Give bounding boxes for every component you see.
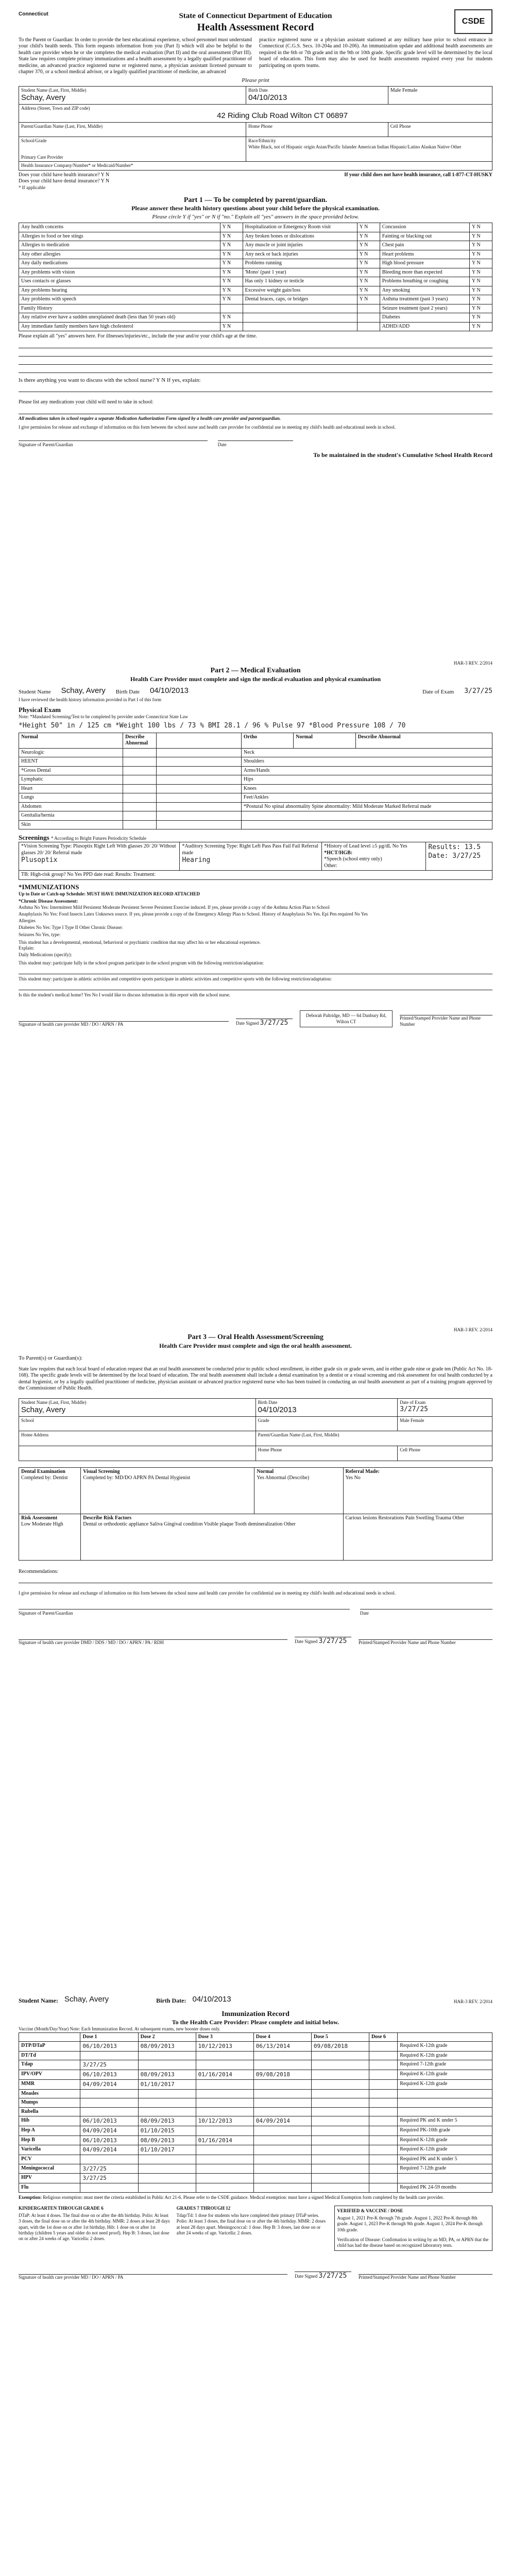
parent-signature[interactable]: Signature of Parent/Guardian [19, 440, 208, 448]
yes-no-choice[interactable]: Y N [220, 295, 243, 304]
dose-date[interactable]: 09/08/2018 [311, 2042, 369, 2052]
requirement-note [398, 2098, 492, 2108]
ct-logo: Connecticut [19, 11, 48, 17]
yes-no-choice[interactable]: Y N [220, 241, 243, 250]
dose-date[interactable] [369, 2107, 397, 2116]
history-question: Any immediate family members have high cholesterol [19, 322, 220, 331]
yes-no-choice[interactable]: Y N [470, 259, 492, 268]
dose-date[interactable]: 01/16/2014 [196, 2070, 253, 2080]
requirement-note: Required PK and K under 5 [398, 2116, 492, 2126]
dose-date[interactable] [253, 2174, 311, 2183]
p3-birth-date[interactable]: 04/10/2013 [258, 1405, 297, 1414]
exam-col-header: Ortho [241, 733, 293, 748]
state-heading: State of Connecticut Department of Education [179, 12, 332, 20]
yes-no-choice[interactable]: Y N [357, 232, 380, 241]
history-row [19, 322, 492, 331]
dose-date[interactable] [138, 2155, 196, 2164]
requirement-note [398, 2174, 492, 2183]
provider-stamp: Deborah Paltridge, MD — 64 Danbury Rd, Wilton CT [300, 1010, 393, 1027]
p3-parent-signature[interactable]: Signature of Parent/Guardian [19, 1609, 350, 1616]
history-question: Bleeding more than expected [380, 268, 469, 277]
page-4: Student Name: Schay, Avery Birth Date: 04/10/2013 HAR-3 REV. 2/2014 Immunization Record To the Health Care Provider: Please complete and initial below. Vaccine (Month/Day/Year) Note: Each Immunization Record. At subsequent exams, new booster doses only. Dose 1 Dose 2 Dose 3 Dose 4 Dose 5 Dose 6 DTP/DTaP 06/10/2013 08/09/2013 10/12/2013 06/13/2014 09/08/2018 Required K-12th grade DT/Td Required K-12th grade Tdap 3/27/25 Required 7-12th grade IPV/OPV 06/10/2013 08/09/2013 01/16/2014 09/08/2018 Required K-12th grade MMR 04/09/2014 01/10/2017 Required K-12th grade Measles Mumps Rubella Hib 06/10/2013 08/09/2013 10/12/2013 04/09/2014 Required PK and K under 5 Hep A 04/09/2014 01/10/2015 Required PK-10th grade Hep B 06/10/2013 08/09/2013 01/16/2014 Required K-12th grade Varicella 04/09/2014 01/10/2017 Required K-12th grade PCV Required PK and K under 5 Meningococcal 3/27/25 Required 7-12th grade HPV 3/27/25 Flu Required PK 24-59 months Exemption: Religious exemption: must meet the criteria established in Public Act 21-6. Please refer to the CSDE guidance. Medical exemption: must have a signed Medical Exemption form completed by the health care provider. KINDERGARTEN THROUGH GRADE 6 DTaP: At least 4 doses. The final dose on or after the 4th birthday. Polio: At least 3 doses, the final dose on or after the 4th birthday. MMR: 2 doses at least 28 days apart, with the 1st dose on or after 1st birthday. Hib: 1 dose on or after 1st birthday (children 5 years and older do not need proof). Hep B: 3 doses, last dose on or after 24 weeks of age. Varicella: 2 doses. GRADES 7 THROUGH 12 Tdap/Td: 1 dose for students who have completed their primary DTaP series. Polio: At least 3 doses, the final dose on or after the 4th birthday. MMR: 2 doses at least 28 days apart. Meningococcal: 1 dose. Hep B: 3 doses, last dose on or after 24 weeks of age. Varicella: 2 doses. VERIFIED & VACCINE / DOSE August 1, 2021 Pre-K through 7th grade. August 1, 2022 Pre-K through 8th grade. August 1, 2023 Pre-K through 9th grade. August 1, 2024 Pre-K through 10th grade. Verification of Disease: Confirmation in writing by an MD, PA, or APRN that the child has had the disease based on recognized laboratory tests. Signature of health care provider MD / DO / APRN / PA Date Signed 3/27/25 Printed/Stamped Provider Name and Phone Number [19, 1995, 492, 2280]
dose-date[interactable] [253, 2145, 311, 2155]
dose-date[interactable] [369, 2174, 397, 2183]
dose-date[interactable] [138, 2174, 196, 2183]
requirement-note: Required PK 24-59 months [398, 2183, 492, 2193]
dose-date[interactable] [80, 2051, 138, 2060]
requirement-note: Required 7-12th grade [398, 2060, 492, 2070]
history-question: Any problems hearing [19, 286, 220, 295]
vital-signs[interactable]: *Height 50" in / 125 cm *Weight 100 lbs / 73 % BMI 28.1 / 96 % Pulse 97 *Blood Pressure 108 / 70 [19, 722, 406, 730]
vaccine-name: PCV [19, 2155, 80, 2164]
student-name[interactable]: Schay, Avery [21, 93, 66, 102]
dose-date[interactable] [196, 2051, 253, 2060]
yes-no-choice[interactable]: Y N [470, 268, 492, 277]
requirement-note: Required PK and K under 5 [398, 2155, 492, 2164]
vaccine-name: Tdap [19, 2060, 80, 2070]
history-question: Has only 1 kidney or testicle [243, 277, 357, 286]
exam-col-header: Normal [19, 733, 123, 748]
immunization-row [19, 2107, 492, 2116]
yes-no-choice[interactable] [357, 313, 380, 323]
p3-student-table: Student Name (Last, First, Middle) Schay, Avery Birth Date 04/10/2013 Date of Exam 3/27/25 School Grade Male Female Home Address Parent/Guardian Name (Last, First, Middle) Home Phone Cell Phone [19, 1398, 492, 1461]
history-question: Heart problems [380, 250, 469, 259]
vaccine-name: DT/Td [19, 2051, 80, 2060]
immunization-row [19, 2098, 492, 2108]
history-question: ADHD/ADD [380, 322, 469, 331]
yes-no-choice[interactable]: Y N [470, 322, 492, 331]
dose-col-header: Dose 5 [311, 2032, 369, 2042]
dose-date[interactable]: 04/09/2014 [253, 2116, 311, 2126]
history-question: Asthma treatment (past 3 years) [380, 295, 469, 304]
yes-no-choice[interactable]: Y N [470, 241, 492, 250]
vaccine-name: DTP/DTaP [19, 2042, 80, 2052]
dose-date[interactable] [196, 2164, 253, 2174]
sex-options[interactable]: Male Female [390, 87, 418, 93]
dose-date[interactable] [138, 2051, 196, 2060]
dose-date[interactable] [253, 2164, 311, 2174]
dose-col-header: Dose 3 [196, 2032, 253, 2042]
yes-no-choice[interactable]: Y N [470, 313, 492, 323]
history-question [243, 304, 357, 313]
history-question: Problems running [243, 259, 357, 268]
dose-date[interactable] [138, 2164, 196, 2174]
dose-date[interactable]: 01/16/2014 [196, 2136, 253, 2145]
requirement-note: Required K-12th grade [398, 2042, 492, 2052]
exam-row: Heart Knees [19, 784, 492, 793]
part1-title: Part 1 — To be completed by parent/guardian. [183, 196, 328, 204]
yes-no-choice[interactable]: Y N [357, 223, 380, 232]
history-question: Any muscle or joint injuries [243, 241, 357, 250]
dose-date[interactable] [311, 2098, 369, 2108]
exam-col-header: Normal [294, 733, 355, 748]
dose-date[interactable]: 09/08/2018 [253, 2070, 311, 2080]
dose-date[interactable]: 06/10/2013 [80, 2070, 138, 2080]
dose-date[interactable]: 01/10/2017 [138, 2079, 196, 2089]
dose-date[interactable] [196, 2079, 253, 2089]
yes-no-choice[interactable] [220, 304, 243, 313]
dose-date[interactable] [196, 2060, 253, 2070]
exam-row: Abdomen *Postural No spinal abnormality Spine abnormality: Mild Moderate Marked Referral made [19, 802, 492, 811]
print-hint: Please print [242, 77, 269, 83]
exam-row: HEENT Shoulders [19, 757, 492, 767]
dose-date[interactable]: 10/12/2013 [196, 2042, 253, 2052]
history-question [243, 322, 357, 331]
dose-date[interactable] [369, 2155, 397, 2164]
vaccine-name: Measles [19, 2089, 80, 2098]
history-question: Allergies to medication [19, 241, 220, 250]
dose-date[interactable] [311, 2164, 369, 2174]
form-title: Health Assessment Record [197, 21, 314, 33]
dose-date[interactable] [80, 2107, 138, 2116]
dose-date[interactable] [369, 2060, 397, 2070]
history-question: Any neck or back injuries [243, 250, 357, 259]
dose-col-header: Dose 1 [80, 2032, 138, 2042]
dose-date[interactable] [311, 2183, 369, 2193]
immunization-row [19, 2042, 492, 2052]
exam-row: Lymphatic Hips [19, 775, 492, 785]
history-row [19, 268, 492, 277]
dose-date[interactable] [80, 2098, 138, 2108]
dose-date[interactable] [196, 2155, 253, 2164]
dose-date[interactable]: 06/10/2013 [80, 2116, 138, 2126]
yes-no-choice[interactable]: Y N [357, 286, 380, 295]
dose-date[interactable] [369, 2051, 397, 2060]
dose-date[interactable]: 08/09/2013 [138, 2042, 196, 2052]
yes-no-choice[interactable]: Y N [470, 223, 492, 232]
immunization-row [19, 2183, 492, 2193]
part2-title: Part 2 — Medical Evaluation [210, 667, 301, 675]
history-row [19, 313, 492, 323]
immunization-row [19, 2079, 492, 2089]
history-question: Diabetes [380, 313, 469, 323]
dose-date[interactable] [311, 2107, 369, 2116]
dose-date[interactable]: 10/12/2013 [196, 2116, 253, 2126]
history-row [19, 304, 492, 313]
yes-no-choice[interactable]: Y N [357, 250, 380, 259]
dose-date[interactable]: 06/13/2014 [253, 2042, 311, 2052]
dose-date[interactable] [80, 2089, 138, 2098]
vaccine-name: HPV [19, 2174, 80, 2183]
yes-no-choice[interactable]: Y N [220, 286, 243, 295]
history-question: Fainting or blacking out [380, 232, 469, 241]
dose-date[interactable] [253, 2155, 311, 2164]
dose-date[interactable] [311, 2136, 369, 2145]
dose-date[interactable] [196, 2145, 253, 2155]
vaccine-name: Hep A [19, 2126, 80, 2136]
history-question: Allergies to food or bee stings [19, 232, 220, 241]
immunization-row [19, 2145, 492, 2155]
dose-date[interactable]: 06/10/2013 [80, 2136, 138, 2145]
intro-text: To the Parent or Guardian: In order to provide the best educational experience, school personnel must understand your child's health needs. This form requests information from you (Part I) which will also be helpful to the health care provider when he or she completes the medical evaluation (Part II) and the oral assessment (Part III). State law requires complete primary immunizations and a health assessment by a legally qualified practitioner of medicine, an advanced practice registered nurse or registered nurse, a physician assistant licensed pursuant to chapter 370, or a school medical advisor, or a legally qualified practitioner of medicine, an advanced practice registered nurse or a physician assistant stationed at any military base prior to school entrance in Connecticut (C.G.S. Secs. 10-204a and 10-206). An immunization update and additional health assessments are required in the 6th or 7th grade and in the 9th or 10th grade. Specific grade level will be determined by the local board of education. This form may also be used for health assessments required every year for students participating on sports teams. [19, 37, 492, 75]
p2-provider-signature[interactable]: Signature of health care provider MD / DO / APRN / PA [19, 1021, 229, 1027]
dose-date[interactable] [196, 2126, 253, 2136]
dose-date[interactable] [196, 2183, 253, 2193]
history-question: Any daily medications [19, 259, 220, 268]
immunization-row [19, 2155, 492, 2164]
student-info-table: Student Name (Last, First, Middle) Schay, Avery Birth Date 04/10/2013 Male Female Address (Street, Town and ZIP code) 42 Riding Club Road Wilton CT 06897 Parent/Guardian Name (Last, First, Middle) Home Phone Cell Phone School/Grade Primary Care Provider Race/Ethnicity White Black, not of Hispanic origin Asian/Pacific Islander American Indian Hispanic/Latino Alaskan Native Other Health Insurance Company/Number* or Medicaid/Number* [19, 86, 492, 171]
dose-date[interactable] [196, 2089, 253, 2098]
yes-no-choice[interactable]: Y N [357, 277, 380, 286]
dose-date[interactable]: 08/09/2013 [138, 2116, 196, 2126]
dose-date[interactable]: 04/09/2014 [80, 2126, 138, 2136]
dose-date[interactable]: 01/10/2017 [138, 2145, 196, 2155]
history-question: Any broken bones or dislocations [243, 232, 357, 241]
dose-date[interactable] [311, 2060, 369, 2070]
dose-date[interactable] [80, 2183, 138, 2193]
yes-no-choice[interactable] [357, 304, 380, 313]
history-row [19, 259, 492, 268]
immunization-row [19, 2070, 492, 2080]
immunization-row [19, 2126, 492, 2136]
immunization-title: Immunization Record [222, 2010, 289, 2018]
yes-no-choice[interactable]: Y N [220, 223, 243, 232]
dose-date[interactable] [253, 2051, 311, 2060]
dose-date[interactable] [138, 2098, 196, 2108]
history-question: Any other allergies [19, 250, 220, 259]
dose-date[interactable]: 04/09/2014 [80, 2145, 138, 2155]
dose-date[interactable]: 04/09/2014 [80, 2079, 138, 2089]
yes-no-choice[interactable]: Y N [220, 313, 243, 323]
history-question: Any health concerns [19, 223, 220, 232]
dose-date[interactable] [253, 2136, 311, 2145]
dose-date[interactable]: 3/27/25 [80, 2164, 138, 2174]
history-row [19, 232, 492, 241]
dose-date[interactable]: 08/09/2013 [138, 2070, 196, 2080]
history-question [243, 313, 357, 323]
birth-date[interactable]: 04/10/2013 [248, 93, 287, 102]
requirement-note [398, 2107, 492, 2116]
history-question: Excessive weight gain/loss [243, 286, 357, 295]
page-1: Connecticut CSDE State of Connecticut Department of Education Health Assessment Record To the Parent or Guardian: In order to provide the best educational experience, school personnel must understand your child's health needs. This form requests information from you (Part I) which will also be helpful to the health care provider when he or she completes the medical evaluation (Part II) and the oral assessment (Part III). State law requires complete primary immunizations and a health assessment by a legally qualified practitioner of medicine, an advanced practice registered nurse or registered nurse, a physician assistant licensed pursuant to chapter 370, or a school medical advisor, or a legally qualified practitioner of medicine, an advanced practice registered nurse or a physician assistant stationed at any military base prior to school entrance in Connecticut (C.G.S. Secs. 10-204a and 10-206). An immunization update and additional health assessments are required in the 6th or 7th grade and in the 9th or 10th grade. Specific grade level will be determined by the local board of education. This form may also be used for health assessments required every year for students participating on sports teams. Please print Student Name (Last, First, Middle) Schay, Avery Birth Date 04/10/2013 Male Female Address (Street, Town and ZIP code) 42 Riding Club Road Wilton CT 06897 Parent/Guardian Name (Last, First, Middle) Home Phone Cell Phone School/Grade Primary Care Provider Race/Ethnicity White Black, not of Hispanic origin Asian/Pacific Islander American Indian Hispanic/Latino Alaskan Native Other Health Insurance Company/Number* or Medicaid/Number* Does your child have health insurance? Y N Does your child have dental insurance? Y N * If applicable If your child does not have health insurance, call 1-877-CT-HUSKY Part 1 — To be completed by parent/guardian. Please answer these health history questions about your child before the physical examination. Please circle Y if "yes" or N if "no." Explain all "yes" answers in the space provided below. Any health concerns Y N Hospitalization or Emergency Room visit Y N Concussion Y N Allergies to food or bee stings Y N Any broken bones or dislocations Y N Fainting or blacking out Y N Allergies to medication Y N Any muscle or joint injuries Y N Chest pain Y N Any other allergies Y N Any neck or back injuries Y N Heart problems Y N Any daily medications Y N Problems running Y N High blood pressure Y N Any problems with vision Y N 'Mono' (past 1 year) Y N Bleeding more than expected Y N Uses contacts or glasses Y N Has only 1 kidney or testicle Y N Problems breathing or coughing Y N Any problems hearing Y N Excessive weight gain/loss Y N Any smoking Y N Any problems with speech Y N Dental braces, caps, or bridges Y N Asthma treatment (past 3 years) Y N Family History Seizure treatment (past 2 years) Y N Any relative ever have a sudden unexplained death (less than 50 years old) Y N Diabetes Y N Any immediate family members have high cholesterol Y N ADHD/ADD Y N Please explain all "yes" answers here. For illnesses/injuries/etc., include the year and/or your child's age at the time. Is there anything you want to discuss with the school nurse? Y N If yes, explain: Please list any medications your child will need to take in school: All medications taken in school require a separate Medication Authorization Form signed by a health care provider and parent/guardian. I give permission for release and exchange of information on this form between the school nurse and health care provider for confidential use in meeting my child's health and educational needs in school. Signature of Parent/Guardian Date To be maintained in the student's Cumulative School Health Record [19, 11, 492, 459]
yes-no-choice[interactable]: Y N [357, 268, 380, 277]
physical-exam-table [19, 733, 492, 830]
vaccine-name: Meningococcal [19, 2164, 80, 2174]
p2-student-name[interactable]: Schay, Avery [61, 686, 106, 695]
p3-provider-signature[interactable]: Signature of health care provider DMD / DDS / MD / DO / APRN / PA / RDH [19, 1639, 287, 1646]
yes-no-choice[interactable]: Y N [357, 241, 380, 250]
dose-date[interactable] [369, 2089, 397, 2098]
requirement-note: Required 7-12th grade [398, 2164, 492, 2174]
yes-no-choice[interactable]: Y N [470, 232, 492, 241]
dose-col-header: Dose 4 [253, 2032, 311, 2042]
yes-no-choice[interactable]: Y N [470, 250, 492, 259]
requirement-note: Required PK-10th grade [398, 2126, 492, 2136]
dose-date[interactable] [253, 2126, 311, 2136]
dose-date[interactable] [80, 2155, 138, 2164]
p4-provider-signature[interactable]: Signature of health care provider MD / DO / APRN / PA [19, 2274, 287, 2280]
dose-date[interactable] [311, 2155, 369, 2164]
history-question: High blood pressure [380, 259, 469, 268]
history-question: Dental braces, caps, or bridges [243, 295, 357, 304]
immunization-row [19, 2136, 492, 2145]
yes-no-choice[interactable]: Y N [470, 295, 492, 304]
history-row [19, 277, 492, 286]
exam-row: *Gross Dental Arms/Hands [19, 766, 492, 775]
vaccine-name: Hib [19, 2116, 80, 2126]
history-row [19, 241, 492, 250]
dose-date[interactable] [253, 2060, 311, 2070]
dose-col-header: Dose 6 [369, 2032, 397, 2042]
yes-no-choice[interactable]: Y N [470, 277, 492, 286]
history-question: Chest pain [380, 241, 469, 250]
requirement-note: Required K-12th grade [398, 2051, 492, 2060]
dose-date[interactable] [311, 2070, 369, 2080]
history-question: Concussion [380, 223, 469, 232]
history-question: Seizure treatment (past 2 years) [380, 304, 469, 313]
vaccine-name: Rubella [19, 2107, 80, 2116]
immunization-row [19, 2060, 492, 2070]
immunization-row [19, 2116, 492, 2126]
dose-date[interactable]: 3/27/25 [80, 2060, 138, 2070]
yes-no-choice[interactable] [357, 322, 380, 331]
exam-row: Lungs Feet/Ankles [19, 793, 492, 803]
exam-row: Genitalia/hernia [19, 811, 492, 821]
history-question: Uses contacts or glasses [19, 277, 220, 286]
dose-date[interactable] [369, 2136, 397, 2145]
history-question: Any smoking [380, 286, 469, 295]
dose-date[interactable] [311, 2079, 369, 2089]
dose-date[interactable]: 08/09/2013 [138, 2136, 196, 2145]
exam-col-header: Describe Abnormal [355, 733, 492, 748]
p4-student-name[interactable]: Schay, Avery [64, 1995, 109, 2004]
dose-date[interactable] [196, 2174, 253, 2183]
dose-date[interactable] [311, 2145, 369, 2155]
history-question: Any problems with speech [19, 295, 220, 304]
dose-date[interactable] [369, 2164, 397, 2174]
p2-birth-date[interactable]: 04/10/2013 [149, 686, 189, 695]
dose-date[interactable] [196, 2098, 253, 2108]
exam-row: Skin [19, 820, 492, 829]
vaccine-name: MMR [19, 2079, 80, 2089]
dose-date[interactable] [369, 2126, 397, 2136]
history-question: Family History [19, 304, 220, 313]
yes-no-choice[interactable]: Y N [220, 250, 243, 259]
history-question: Problems breathing or coughing [380, 277, 469, 286]
exam-col-header [156, 733, 241, 748]
immunization-row [19, 2164, 492, 2174]
dose-date[interactable]: 06/10/2013 [80, 2042, 138, 2052]
exam-row: Neurologic Neck [19, 748, 492, 757]
exam-col-header: Describe Abnormal [123, 733, 156, 748]
dose-date[interactable] [253, 2183, 311, 2193]
yes-no-choice[interactable]: Y N [220, 232, 243, 241]
health-history-table [19, 223, 492, 331]
dose-date[interactable] [138, 2107, 196, 2116]
dose-date[interactable] [369, 2145, 397, 2155]
dental-table: Dental Examination Completed by: Dentist Visual Screening Completed by: MD/DO APRN PA Dental Hygienist Normal Yes Abnormal (Describe) Referral Made: Yes No Risk Assessment Low Moderate High Describe Risk Factors Dental or orthodontic appliance Saliva Gingival condition Visible plaque Tooth demineralization Other Carious lesions Restorations Pain Swelling Trauma Other [19, 1467, 492, 1561]
dose-date[interactable] [311, 2116, 369, 2126]
history-question: 'Mono' (past 1 year) [243, 268, 357, 277]
immunization-row [19, 2089, 492, 2098]
dose-date[interactable] [369, 2098, 397, 2108]
dose-date[interactable] [311, 2089, 369, 2098]
vaccine-name: Flu [19, 2183, 80, 2193]
yes-no-choice[interactable]: Y N [220, 268, 243, 277]
p4-birth-date[interactable]: 04/10/2013 [192, 1995, 231, 2004]
history-question: Any problems with vision [19, 268, 220, 277]
history-row [19, 250, 492, 259]
p3-student-name[interactable]: Schay, Avery [21, 1405, 66, 1414]
page-2: HAR-3 REV. 2/2014 Part 2 — Medical Evaluation Health Care Provider must complete and sign the medical evaluation and physical examination Student Name Schay, Avery Birth Date 04/10/2013 Date of Exam 3/27/25 I have reviewed the health history information provided in Part I of this form Physical Exam Note: *Mandated Screening/Test to be completed by provider under Connecticut State Law *Height 50" in / 125 cm *Weight 100 lbs / 73 % BMI 28.1 / 96 % Pulse 97 *Blood Pressure 108 / 70 Normal Describe Abnormal Ortho Normal Describe Abnormal Neurologic Neck HEENT Shoulders *Gross Dental Arms/Hands Lymphatic Hips Heart Knees Lungs Feet/Ankles Abdomen *Postural No spinal abnormality Spine abnormality: Mild Moderate Marked Referral made Genitalia/hernia Skin Screenings * According to Bright Futures Periodicity Schedule *Vision Screening Type: Plusoptix Right Left With glasses 20/ 20/ Without glasses 20/ 20/ Referral made Plusoptix *Auditory Screening Type: Right Left Pass Pass Fail Fail Referral made Hearing *History of Lead level ≥5 µg/dL No Yes *HCT/HGB: *Speech (school entry only) Other: Results: 13.5 Date: 3/27/25 TB: High-risk group? No Yes PPD date read: Results: Treatment: *IMMUNIZATIONS Up to Date or Catch-up Schedule: MUST HAVE IMMUNIZATION RECORD ATTACHED *Chronic Disease Assessment: Asthma No Yes: Intermittent Mild Persistent Moderate Persistent Severe Persistent Exercise induced. If yes, please provide a copy of the Asthma Action Plan to School Anaphylaxis No Yes: Food Insects Latex Unknown source. If yes, please provide a copy of the Emergency Allergy Plan to School. History of Anaphylaxis No Yes. Epi Pen required No Yes Allergies Diabetes No Yes: Type I Type II Other Chronic Disease: Seizures No Yes, type: This student has a developmental, emotional, behavioral or psychiatric condition that may affect his or her educational experience. Explain: Daily Medications (specify): This student may: participate fully in the school program participate in the school program with the following restriction/adaptation: This student may: participate in athletic activities and competitive sports participate in athletic activities and competitive sports with the following restriction/adaptation: Is this the student's medical home? Yes No I would like to discuss information in this report with the school nurse. Signature of health care provider MD / DO / APRN / PA Date Signed 3/27/25 Deborah Paltridge, MD — 64 Danbury Rd, Wilton CT Printed/Stamped Provider Name and Phone Number [19, 660, 492, 1027]
immunization-row [19, 2174, 492, 2183]
dose-col-header: Dose 2 [138, 2032, 196, 2042]
yes-no-choice[interactable]: Y N [220, 259, 243, 268]
yes-no-choice[interactable]: Y N [220, 277, 243, 286]
history-question: Hospitalization or Emergency Room visit [243, 223, 357, 232]
requirement-note: Required K-12th grade [398, 2136, 492, 2145]
dose-date[interactable] [196, 2107, 253, 2116]
dose-date[interactable]: 01/10/2015 [138, 2126, 196, 2136]
page-3: HAR-3 REV. 2/2014 Part 3 — Oral Health Assessment/Screening Health Care Provider must complete and sign the oral health assessment. To Parent(s) or Guardian(s): State law requires that each local board of education request that an oral health assessment be conducted prior to public school enrollment, in either grade six or grade seven, and in either grade nine or grade ten (Public Act No. 18-168). The specific grade levels will be determined by the local board of education. The oral health assessment shall include a dental examination by a dentist or a visual screening and risk assessment for oral health conducted by a dental hygienist, or by a legally qualified practitioner of medicine, physician assistant or advanced practice registered nurse who has been trained in conducting an oral health assessment as part of a training program approved by the Commissioner of Public Health. Student Name (Last, First, Middle) Schay, Avery Birth Date 04/10/2013 Date of Exam 3/27/25 School Grade Male Female Home Address Parent/Guardian Name (Last, First, Middle) Home Phone Cell Phone Dental Examination Completed by: Dentist Visual Screening Completed by: MD/DO APRN PA Dental Hygienist Normal Yes Abnormal (Describe) Referral Made: Yes No Risk Assessment Low Moderate High Describe Risk Factors Dental or orthodontic appliance Saliva Gingival condition Visible plaque Tooth demineralization Other Carious lesions Restorations Pain Swelling Trauma Other Recommendations: I give permission for release and exchange of information on this form between the school nurse and health care provider for confidential use in meeting my child's health and educational needs in school. Signature of Parent/Guardian Date Signature of health care provider DMD / DDS / MD / DO / APRN / PA / RDH Date Signed 3/27/25 Printed/Stamped Provider Name and Phone Number [19, 1327, 492, 1645]
vaccine-name: Hep B [19, 2136, 80, 2145]
dose-date[interactable] [369, 2070, 397, 2080]
dose-date[interactable]: 3/27/25 [80, 2174, 138, 2183]
dose-date[interactable] [311, 2051, 369, 2060]
yes-no-choice[interactable]: Y N [220, 322, 243, 331]
dose-date[interactable] [253, 2079, 311, 2089]
dose-date[interactable] [311, 2126, 369, 2136]
part3-title: Part 3 — Oral Health Assessment/Screening [188, 1333, 323, 1342]
dose-date[interactable] [311, 2174, 369, 2183]
dose-date[interactable] [369, 2042, 397, 2052]
vaccine-name: Mumps [19, 2098, 80, 2108]
dose-date[interactable] [253, 2098, 311, 2108]
history-row [19, 223, 492, 232]
csde-logo: CSDE [454, 9, 492, 34]
history-row [19, 295, 492, 304]
history-row [19, 286, 492, 295]
requirement-note [398, 2089, 492, 2098]
vaccine-name: IPV/OPV [19, 2070, 80, 2080]
dose-date[interactable] [253, 2089, 311, 2098]
history-question: Any relative ever have a sudden unexplained death (less than 50 years old) [19, 313, 220, 323]
yes-no-choice[interactable]: Y N [470, 304, 492, 313]
yes-no-choice[interactable]: Y N [470, 286, 492, 295]
immunization-table [19, 2032, 492, 2193]
dose-date[interactable] [369, 2183, 397, 2193]
yes-no-choice[interactable]: Y N [357, 259, 380, 268]
exam-date[interactable]: 3/27/25 [464, 687, 492, 696]
dose-date[interactable] [138, 2183, 196, 2193]
requirement-note: Required K-12th grade [398, 2070, 492, 2080]
requirement-note: Required K-12th grade [398, 2079, 492, 2089]
dose-date[interactable] [253, 2107, 311, 2116]
vaccine-name: Varicella [19, 2145, 80, 2155]
screenings-table: *Vision Screening Type: Plusoptix Right Left With glasses 20/ 20/ Without glasses 20/ 20/ Referral made Plusoptix *Auditory Screening Type: Right Left Pass Pass Fail Fail Referral made Hearing *History of Lead level ≥5 µg/dL No Yes *HCT/HGB: *Speech (school entry only) Other: Results: 13.5 Date: 3/27/25 TB: High-risk group? No Yes PPD date read: Results: Treatment: [19, 842, 492, 880]
requirement-note: Required K-12th grade [398, 2145, 492, 2155]
dose-date[interactable] [369, 2116, 397, 2126]
dose-date[interactable] [138, 2060, 196, 2070]
yes-no-choice[interactable]: Y N [357, 295, 380, 304]
dose-date[interactable] [138, 2089, 196, 2098]
dose-date[interactable] [369, 2079, 397, 2089]
address[interactable]: 42 Riding Club Road Wilton CT 06897 [217, 111, 348, 120]
immunization-row [19, 2051, 492, 2060]
